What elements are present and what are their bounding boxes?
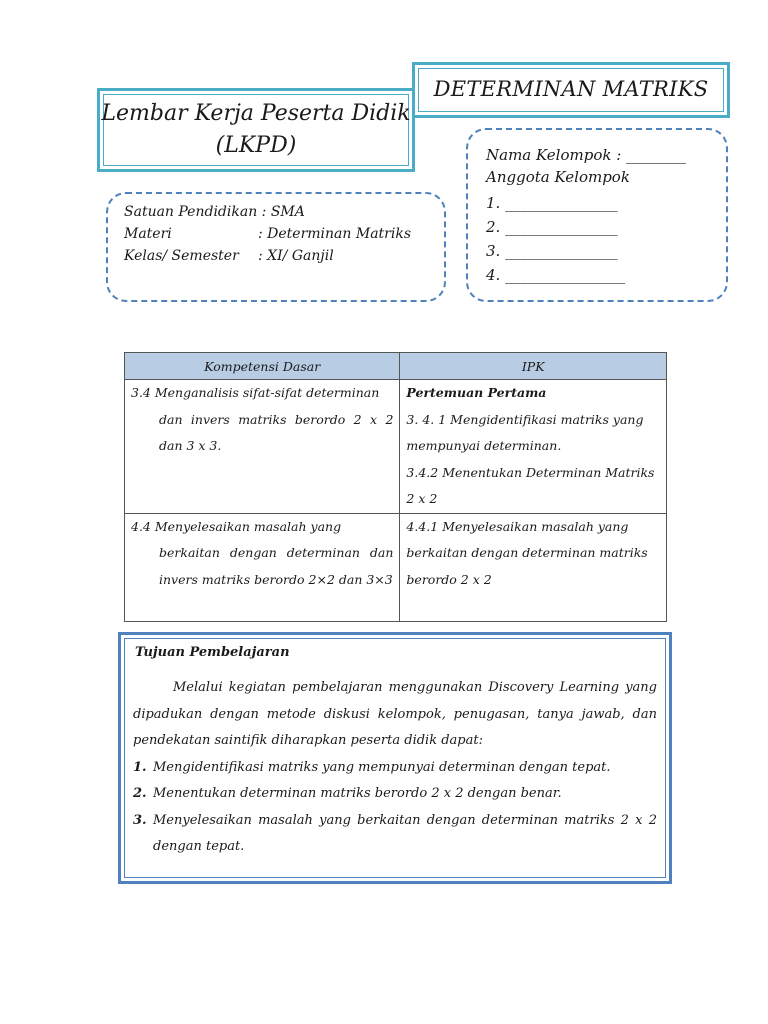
- tujuan-item: [133, 755, 657, 782]
- nama-kelompok: Nama Kelompok : ________: [486, 146, 687, 164]
- tujuan-intro: Melalui kegiatan pembelajaran menggunakan Discovery Learning yang dipadukan dengan metode diskusi kelompok, penugasan, tanya jawab, dan pendekatan saintifik diharapkan peserta didik dapat:: [133, 680, 657, 748]
- document-title-box: [412, 62, 730, 118]
- tujuan-item: [133, 781, 657, 808]
- table-row: [125, 380, 667, 514]
- member-line-4: 4. ________________: [486, 266, 626, 284]
- kd-cell: [125, 380, 400, 514]
- tujuan-item-text: Menyelesaikan masalah yang berkaitan dengan determinan matriks 2 x 2 dengan tepat.: [153, 812, 657, 854]
- materi-value: : Determinan Matriks: [258, 226, 412, 242]
- materi-label: Materi: [124, 226, 172, 242]
- tujuan-item-text: Menentukan determinan matriks berordo 2 x 2 dengan benar.: [153, 786, 562, 801]
- materi-row: [124, 226, 412, 242]
- satuan-label: Satuan Pendidikan : SMA: [124, 204, 305, 220]
- ipk-item: 3. 4. 1 Mengidentifikasi matriks yang mempunyai determinan.: [406, 411, 644, 453]
- tujuan-item-number: 3.: [133, 812, 147, 828]
- satuan-pendidikan: [124, 204, 305, 220]
- lkpd-heading-box: [97, 88, 415, 172]
- member-line-2: 2. _______________: [486, 218, 618, 236]
- kelas-value: : XI/ Ganjil: [258, 248, 334, 264]
- header-ipk: IPK: [400, 353, 667, 380]
- kd-text-rest: berkaitan dengan determinan dan invers matriks berordo 2×2 dan 3×3: [159, 545, 394, 587]
- tujuan-pembelajaran-box: [118, 632, 672, 884]
- lkpd-heading-line2: (LKPD): [215, 133, 297, 158]
- ipk-item: 3.4.2 Menentukan Determinan Matriks 2 x 2: [406, 464, 655, 506]
- document-title: DETERMINAN MATRIKS: [433, 77, 709, 101]
- group-info-box: [466, 128, 728, 302]
- kelas-row: [124, 248, 334, 264]
- table-header-row: [125, 353, 667, 380]
- member-line-3: 3. _______________: [486, 242, 618, 260]
- tujuan-item-number: 1.: [133, 759, 147, 775]
- member-line-1: 1. _______________: [486, 194, 618, 212]
- anggota-kelompok: Anggota Kelompok: [486, 168, 630, 186]
- kd-cell: [125, 513, 400, 621]
- tujuan-item: [133, 808, 657, 861]
- tujuan-item-text: Mengidentifikasi matriks yang mempunyai determinan dengan tepat.: [153, 759, 611, 775]
- ipk-cell: [400, 380, 667, 514]
- tujuan-body: [133, 675, 657, 861]
- lkpd-heading-line1: Lembar Kerja Peserta Didik: [101, 101, 411, 126]
- tujuan-title: Tujuan Pembelajaran: [135, 645, 290, 660]
- school-info-box: [106, 192, 446, 302]
- kd-text-first: 3.4 Menganalisis sifat-sifat determinan: [131, 385, 380, 400]
- kd-text-rest: dan invers matriks berordo 2 x 2 dan 3 x 3.: [159, 411, 394, 453]
- ipk-cell: [400, 513, 667, 621]
- ipk-meeting-title: Pertemuan Pertama: [406, 385, 547, 400]
- tujuan-item-number: 2.: [133, 786, 147, 801]
- ipk-item: 4.4.1 Menyelesaikan masalah yang berkaitan dengan determinan matriks berordo 2 x 2: [406, 518, 648, 587]
- kompetensi-table: [124, 352, 667, 622]
- table-row: [125, 513, 667, 621]
- kelas-label: Kelas/ Semester: [124, 248, 239, 264]
- header-kompetensi-dasar: Kompetensi Dasar: [125, 353, 400, 380]
- kd-text-first: 4.4 Menyelesaikan masalah yang: [131, 518, 342, 534]
